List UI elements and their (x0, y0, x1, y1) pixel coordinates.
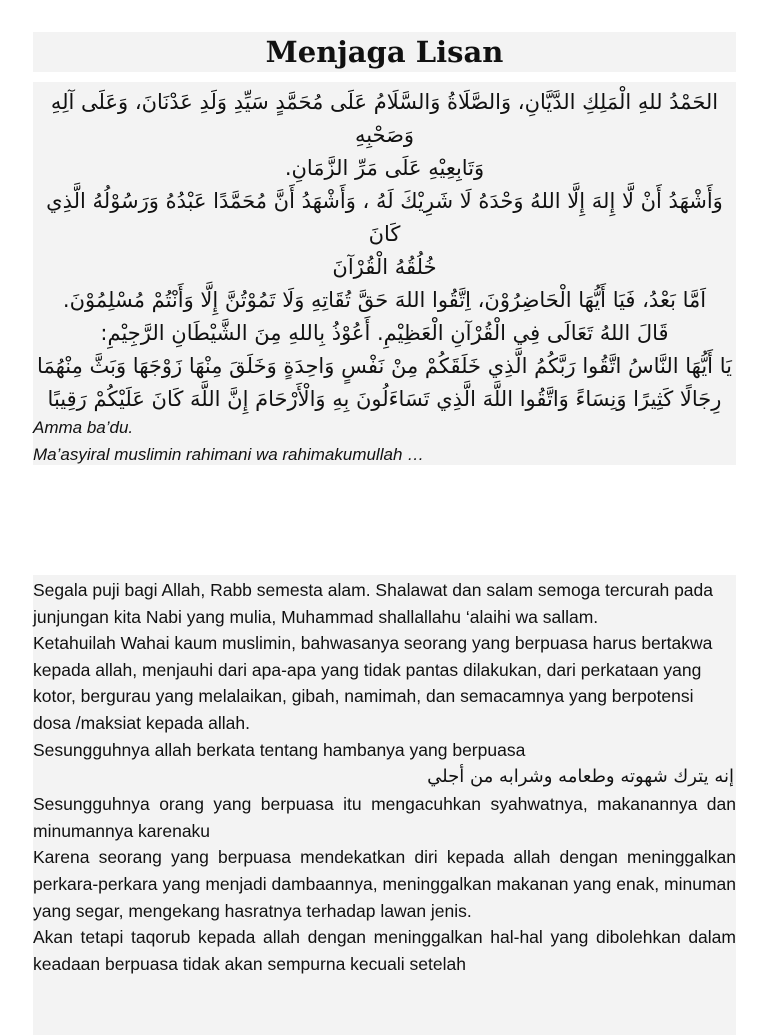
arabic-line: الحَمْدُ للهِ الْمَلِكِ الدَّيَّانِ، وَالصَّلَاةُ وَالسَّلَامُ عَلَى مُحَمَّدٍ سَيِّدِ وَلَدِ عَدْنَانَ، وَعَلَى آلِهِ وَصَحْبِهِ (50, 90, 719, 147)
body-text (33, 575, 736, 977)
body-paragraph: Akan tetapi taqorub kepada allah dengan meninggalkan hal-hal yang dibolehkan dalam keadaan berpuasa tidak akan sempurna kecuali setelah (33, 927, 736, 974)
body-block (33, 575, 736, 1035)
opening-line: Ma’asyiral muslimin rahimani wa rahimakumullah … (33, 445, 425, 464)
body-paragraph: Ketahuilah Wahai kaum muslimin, bahwasanya seorang yang berpuasa harus bertakwa kepada allah, menjauhi dari apa-apa yang tidak pantas dilakukan, dari perkataan yang kotor, bergurau yang melalaikan, gibah, namimah, dan semacamnya yang berpotensi dosa /maksiat kepada allah. (33, 633, 713, 733)
arabic-khutbah-text (33, 82, 736, 416)
opening-greeting (33, 414, 424, 468)
body-paragraph: Karena seorang yang berpuasa mendekatkan diri kepada allah dengan meninggalkan perkara-perkara yang menjadi dambaannya, meninggalkan makanan yang enak, minuman yang segar, mengekang hasratnya terhadap lawan jenis. (33, 847, 736, 921)
arabic-line: قَالَ اللهُ تَعَالَى فِي الْقُرْآنِ الْعَظِيْمِ. أَعُوْذُ بِاللهِ مِنَ الشَّيْطَانِ الرَّجِيْمِ: (100, 321, 669, 345)
arabic-line: اَمَّا بَعْدُ، فَيَا أَيُّهَا الْحَاضِرُوْنَ، اِتَّقُوا اللهَ حَقَّ تُقَاتِهِ وَلَا تَمُوْتُنَّ إِلَّا وَأَنْتُمْ مُسْلِمُوْنَ. (62, 288, 707, 312)
arabic-line: رِجَالًا كَثِيرًا وَنِسَاءً وَاتَّقُوا اللَّهَ الَّذِي تَسَاءَلُونَ بِهِ وَالْأَرْحَامَ إِنَّ اللَّهَ كَانَ عَلَيْكُمْ رَقِيبًا (47, 387, 722, 411)
arabic-opening-block (33, 82, 736, 465)
arabic-hadith-quote: إنه يترك شهوته وطعامه وشرابه من أجلي (427, 766, 734, 788)
arabic-line: وَأَشْهَدُ أَنْ لَّا إِلهَ إِلَّا اللهُ وَحْدَهُ لَا شَرِيْكَ لَهُ ، وَأَشْهَدُ أَنَّ مُحَمَّدًا عَبْدُهُ وَرَسُوْلُهُ الَّذِي كَانَ (46, 189, 723, 246)
body-paragraph: Segala puji bagi Allah, Rabb semesta alam. Shalawat dan salam semoga tercurah pada junjungan kita Nabi yang mulia, Muhammad shallallahu ‘alaihi wa sallam. (33, 580, 713, 627)
body-paragraph: Sesungguhnya allah berkata tentang hambanya yang berpuasa (33, 739, 526, 760)
page-title: Menjaga Lisan (265, 35, 504, 69)
opening-line: Amma ba’du. (33, 418, 134, 437)
body-paragraph: Sesungguhnya orang yang berpuasa itu mengacuhkan syahwatnya, makanannya dan minumannya karenaku (33, 794, 736, 841)
arabic-line: وَتَابِعِيْهِ عَلَى مَرِّ الزَّمَانِ. (284, 156, 485, 180)
arabic-line: خُلُقُهُ الْقُرْآنَ (332, 255, 437, 279)
arabic-line: يَا أَيُّهَا النَّاسُ اتَّقُوا رَبَّكُمُ الَّذِي خَلَقَكُمْ مِنْ نَفْسٍ وَاحِدَةٍ وَخَلَقَ مِنْهَا زَوْجَهَا وَبَثَّ مِنْهُمَا (37, 354, 732, 378)
